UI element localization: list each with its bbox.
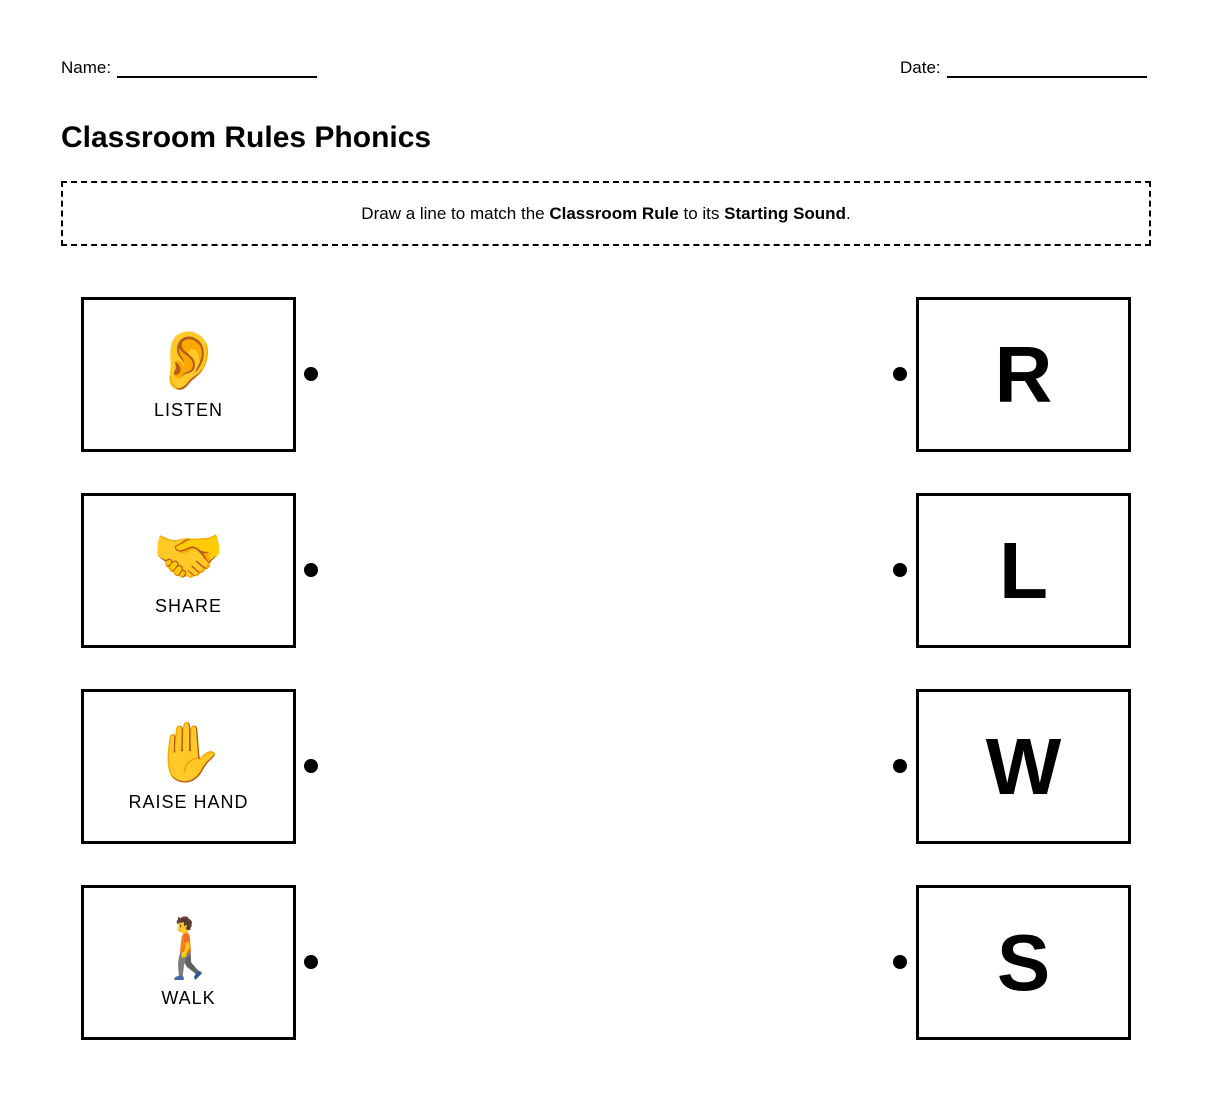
rule-card-listen <box>81 297 296 452</box>
sound-card-l <box>916 493 1131 648</box>
instructions-text <box>361 204 850 224</box>
sound-letter: L <box>999 525 1048 615</box>
date-label: Date: <box>900 58 941 77</box>
rule-card-raise-hand <box>81 689 296 844</box>
instructions-part: to its <box>678 203 725 223</box>
match-dot-right-4[interactable] <box>893 955 907 969</box>
date-blank-line[interactable] <box>947 60 1147 78</box>
handshake-icon: 🤝 <box>152 524 225 589</box>
sound-letter: R <box>994 329 1053 419</box>
raised-hand-icon: ✋ <box>152 720 225 785</box>
match-dot-left-3[interactable] <box>304 759 318 773</box>
instructions-part: . <box>845 203 851 223</box>
match-dot-right-2[interactable] <box>893 563 907 577</box>
rule-label: RAISE HAND <box>128 792 249 812</box>
instructions-bold-classroom-rule: Classroom Rule <box>549 203 679 223</box>
sound-letter: W <box>985 721 1062 811</box>
name-label: Name: <box>61 58 112 77</box>
match-dot-left-1[interactable] <box>304 367 318 381</box>
date-field <box>900 58 1147 78</box>
person-walking-icon: 🚶 <box>152 916 225 981</box>
rule-label: WALK <box>161 988 216 1008</box>
page-title: Classroom Rules Phonics <box>61 121 432 154</box>
sound-letter: S <box>996 917 1051 1007</box>
match-dot-right-3[interactable] <box>893 759 907 773</box>
match-dot-right-1[interactable] <box>893 367 907 381</box>
sound-card-w <box>916 689 1131 844</box>
instructions-bold-starting-sound: Starting Sound <box>724 203 846 223</box>
rule-label: SHARE <box>154 596 222 616</box>
instructions-box <box>61 181 1151 246</box>
rule-label: LISTEN <box>153 400 224 420</box>
rule-card-share <box>81 493 296 648</box>
rule-card-walk <box>81 885 296 1040</box>
instructions-part: Draw a line to match the <box>361 203 550 223</box>
match-dot-left-2[interactable] <box>304 563 318 577</box>
match-dot-left-4[interactable] <box>304 955 318 969</box>
sound-card-s <box>916 885 1131 1040</box>
name-blank-line[interactable] <box>117 60 317 78</box>
ear-icon: 👂 <box>152 328 225 393</box>
name-field <box>61 58 317 78</box>
sound-card-r <box>916 297 1131 452</box>
